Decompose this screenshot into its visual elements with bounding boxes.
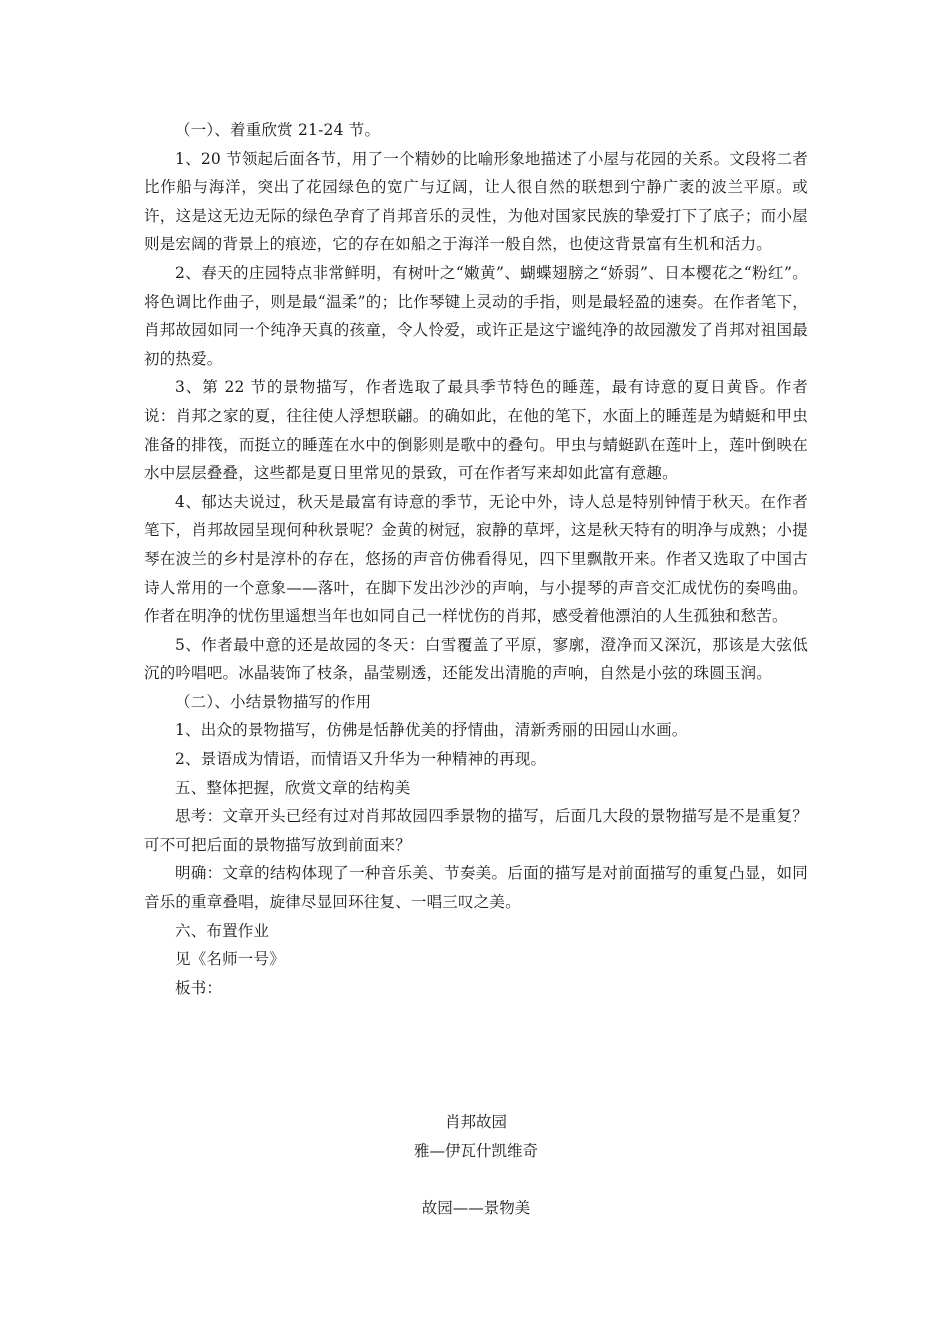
paragraph-section-five-heading: 五、整体把握，欣赏文章的结构美 [175, 778, 411, 797]
blackboard-outline [144, 1108, 808, 1222]
board-line-1: 故园——景物美 [421, 1198, 531, 1217]
paragraph-point-3: 3、第 22 节的景物描写，作者选取了最具季节特色的睡莲，最有诗意的夏日黄昏。作者说：肖邦之家的夏，往往使人浮想联翩。的确如此，在他的笔下，水面上的睡莲是为蜻蜓和甲虫准备的排筏，而挺立的睡莲在水中的倒影则是歌中的叠句。甲虫与蜻蜓趴在莲叶上，莲叶倒映在水中层层叠叠，这些都是夏日里常见的景致，可在作者写来却如此富有意趣。 [144, 378, 808, 483]
document-body [144, 116, 808, 1002]
paragraph-point-1: 1、20 节领起后面各节，用了一个精妙的比喻形象地描述了小屋与花园的关系。文段将二者比作船与海洋，突出了花园绿色的宽广与辽阔，让人很自然的联想到宁静广袤的波兰平原。或许，这是这无边无际的绿色孕育了肖邦音乐的灵性，为他对国家民族的挚爱打下了底子；而小屋则是宏阔的背景上的痕迹，它的存在如船之于海洋一般自然，也使这背景富有生机和活力。 [144, 149, 808, 254]
paragraph-section-two-heading: （二）、小结景物描写的作用 [175, 692, 372, 711]
paragraph-section-six-heading: 六、布置作业 [175, 921, 270, 940]
paragraph-point-2: 2、春天的庄园特点非常鲜明，有树叶之“嫩黄”、蝴蝶翅膀之“娇弱”、日本樱花之“粉红”。将色调比作曲子，则是最“温柔”的；比作琴键上灵动的手指，则是最轻盈的速奏。在作者笔下，肖邦故园如同一个纯净天真的孩童，令人怜爱，或许正是这宁谧纯净的故园激发了肖邦对祖国最初的热爱。 [144, 263, 808, 368]
paragraph-homework: 见《名师一号》 [175, 950, 285, 969]
paragraph-board-label: 板书： [175, 978, 223, 997]
paragraph-point-5: 5、作者最中意的还是故园的冬天：白雪覆盖了平原，寥廓，澄净而又深沉，那该是大弦低沉的吟唱吧。冰晶装饰了枝条，晶莹剔透，还能发出清脆的声响，自然是小弦的珠圆玉润。 [144, 635, 808, 683]
paragraph-summary-2: 2、景语成为情语，而情语又升华为一种精神的再现。 [175, 750, 547, 769]
board-author: 雅—伊瓦什凯维奇 [413, 1141, 538, 1160]
paragraph-answer: 明确：文章的结构体现了一种音乐美、节奏美。后面的描写是对前面描写的重复凸显，如同音乐的重章叠唱，旋律尽显回环往复、一唱三叹之美。 [144, 864, 808, 912]
paragraph-point-4: 4、郁达夫说过，秋天是最富有诗意的季节，无论中外，诗人总是特别钟情于秋天。在作者笔下，肖邦故园呈现何种秋景呢？金黄的树冠，寂静的草坪，这是秋天特有的明净与成熟；小提琴在波兰的乡村是淳朴的存在，悠扬的声音仿佛看得见，四下里飘散开来。作者又选取了中国古诗人常用的一个意象——落叶，在脚下发出沙沙的声响，与小提琴的声音交汇成忧伤的奏鸣曲。作者在明净的忧伤里遥想当年也如同自己一样忧伤的肖邦，感受着他漂泊的人生孤独和愁苦。 [144, 492, 808, 626]
paragraph-summary-1: 1、出众的景物描写，仿佛是恬静优美的抒情曲，清新秀丽的田园山水画。 [175, 721, 688, 740]
board-spacer [144, 1165, 808, 1194]
board-title: 肖邦故园 [444, 1113, 507, 1131]
paragraph-question: 思考：文章开头已经有过对肖邦故园四季景物的描写，后面几大段的景物描写是不是重复？可不可把后面的景物描写放到前面来？ [144, 807, 808, 854]
paragraph-section-one-heading: （一）、着重欣赏 21-24 节。 [175, 121, 381, 139]
